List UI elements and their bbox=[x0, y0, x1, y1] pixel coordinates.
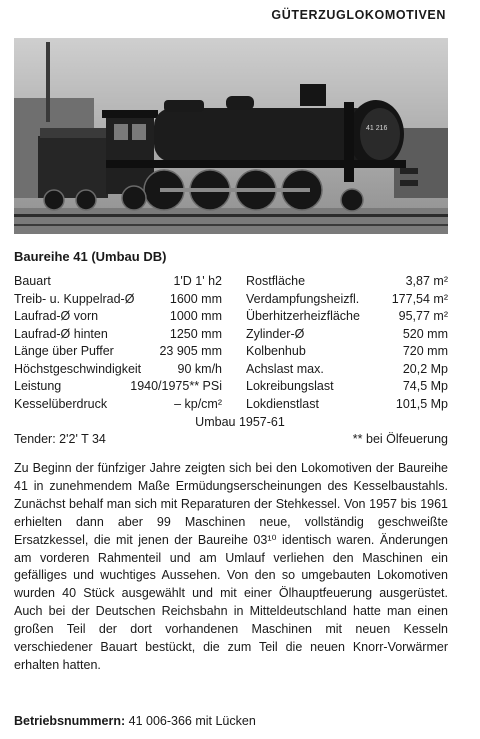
spec-label: Länge über Puffer bbox=[14, 344, 114, 358]
spec-value: – kp/cm² bbox=[174, 396, 222, 411]
spec-row bbox=[14, 291, 222, 309]
spec-row bbox=[14, 308, 222, 326]
spec-row bbox=[246, 343, 448, 361]
spec-value: 177,54 m² bbox=[391, 291, 448, 306]
spec-value: 23 905 mm bbox=[159, 344, 222, 358]
spec-row bbox=[246, 378, 448, 396]
spec-row bbox=[14, 326, 222, 344]
operating-numbers-label: Betriebsnummern: bbox=[14, 714, 126, 728]
spec-row bbox=[246, 273, 448, 291]
spec-label: Lokreibungslast bbox=[246, 379, 334, 393]
spec-row bbox=[246, 326, 448, 344]
spec-label: Laufrad-Ø hinten bbox=[14, 326, 108, 341]
spec-row bbox=[14, 361, 222, 379]
rebuild-note: Umbau 1957-61 bbox=[195, 415, 285, 429]
spec-value: 20,2 Mp bbox=[402, 361, 448, 376]
spec-label: Treib- u. Kuppelrad-Ø bbox=[14, 291, 135, 306]
category-heading: GÜTERZUGLOKOMOTIVEN bbox=[271, 8, 446, 22]
spec-label: Verdampfungsheizfl. bbox=[246, 291, 360, 306]
specs-table-right bbox=[246, 273, 448, 413]
spec-label: Bauart bbox=[14, 274, 51, 288]
spec-label: Überhitzerheizfläche bbox=[246, 309, 360, 323]
spec-value: 1250 mm bbox=[169, 326, 222, 341]
spec-value: 1000 mm bbox=[169, 309, 222, 323]
spec-value: 74,5 Mp bbox=[402, 379, 448, 393]
spec-label: Kolbenhub bbox=[246, 344, 306, 358]
spec-row bbox=[246, 396, 448, 414]
spec-row bbox=[246, 291, 448, 309]
series-title: Baureihe 41 (Umbau DB) bbox=[14, 249, 167, 264]
spec-value: 720 mm bbox=[402, 344, 448, 358]
specs-table-left bbox=[14, 273, 222, 413]
spec-label: Rostfläche bbox=[246, 274, 306, 288]
footnote: ** bei Ölfeuerung bbox=[352, 432, 448, 446]
operating-numbers-value: 41 006-366 mit Lücken bbox=[128, 714, 256, 728]
spec-label: Kesselüberdruck bbox=[14, 396, 108, 411]
spec-value: 101,5 Mp bbox=[395, 396, 448, 411]
spec-value: 1600 mm bbox=[169, 291, 222, 306]
spec-value: 520 mm bbox=[402, 326, 448, 341]
locomotive-photo bbox=[14, 38, 448, 234]
spec-row bbox=[14, 378, 222, 396]
operating-numbers bbox=[14, 714, 256, 728]
spec-label: Zylinder-Ø bbox=[246, 326, 305, 341]
spec-value: 95,77 m² bbox=[398, 309, 448, 323]
spec-label: Leistung bbox=[14, 379, 62, 393]
spec-label: Lokdienstlast bbox=[246, 396, 319, 411]
spec-row bbox=[246, 361, 448, 379]
tender-info: Tender: 2'2' T 34 bbox=[14, 432, 106, 446]
spec-label: Höchstgeschwindigkeit bbox=[14, 361, 142, 376]
spec-row bbox=[14, 273, 222, 291]
spec-label: Achslast max. bbox=[246, 361, 324, 376]
svg-text:41 216: 41 216 bbox=[366, 125, 388, 132]
spec-row bbox=[14, 396, 222, 414]
spec-value: 1940/1975** PSi bbox=[130, 379, 222, 393]
spec-value: 90 km/h bbox=[177, 361, 222, 376]
description-paragraph: Zu Beginn der fünfziger Jahre zeigten sich bei den Lokomotiven der Baureihe 41 in zunehmendem Maße Ermüdungserscheinungen des Kesselbaustahls. Zunächst behalf man sich mit Reparaturen der Stehkessel. Von 1957 bis 1961 erhielten dann aber 99 Maschinen neue, vollständig geschweißte Ersatzkessel, die mit jenen der Baureihe 03¹⁰ identisch waren. Änderungen am vorderen Rahmenteil und am Umlauf verliehen den Maschinen ein gefälliges und wuchtiges Aussehen. Von den so umgebauten Lokomotiven wurden 40 Stück ausgewählt und mit einer Ölhauptfeuerung ausgerüstet. Auch bei der Deutschen Reichsbahn in Mitteldeutschland hatte man einen großen Teil der dort vorhandenen Maschinen mit neuen Kesseln verschiedener Bauart bestückt, die zum Teil die neuen Knorr-Vorwärmer erhalten hatten. bbox=[14, 461, 448, 672]
spec-value: 3,87 m² bbox=[405, 274, 448, 288]
spec-row bbox=[246, 308, 448, 326]
spec-row bbox=[14, 343, 222, 361]
spec-label: Laufrad-Ø vorn bbox=[14, 309, 99, 323]
spec-value: 1'D 1' h2 bbox=[173, 274, 222, 288]
